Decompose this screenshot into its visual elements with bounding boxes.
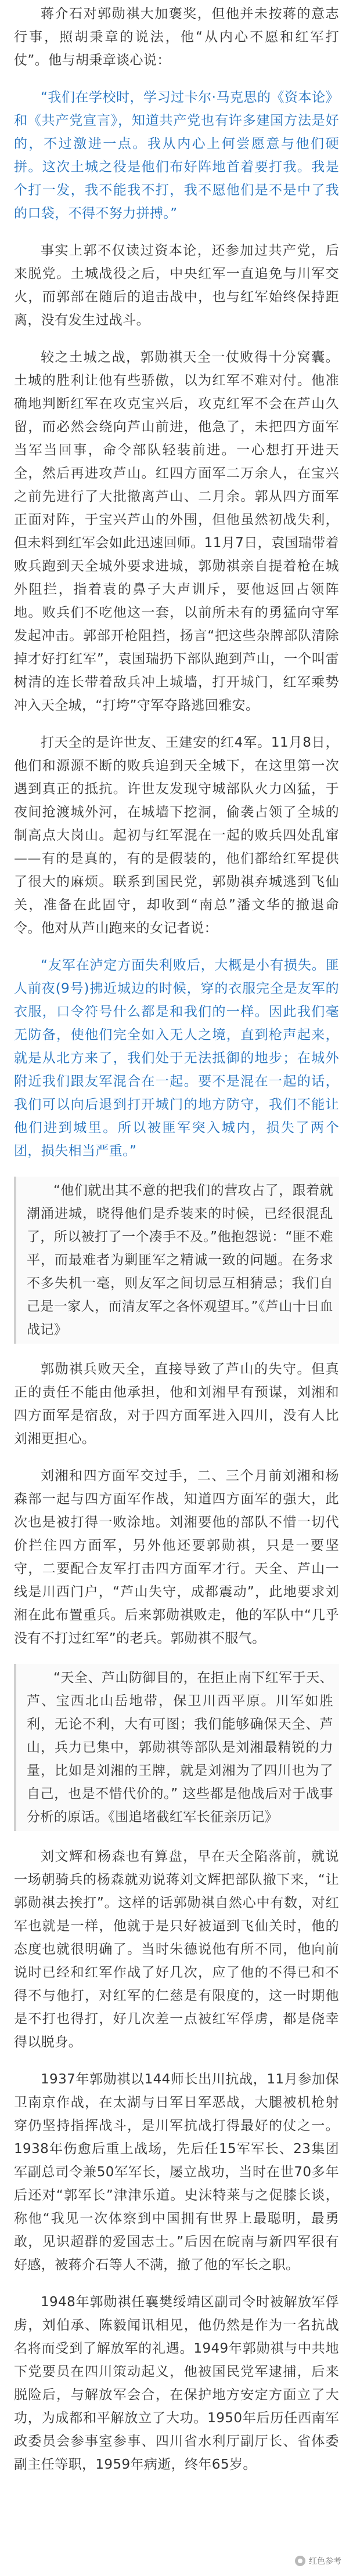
blockquote-lushan bbox=[14, 1177, 339, 1344]
paragraph-3: 事实上郭不仅读过资本论，还参加过共产党，后来脱党。土城战役之后，中央红军一直追免与川军交火，而郭部在随后的追击战中，也与红军始终保持距离，没有发生过战斗。 bbox=[14, 243, 339, 328]
quote-paragraph-guo-talk: “我们在学校时，学习过卡尔·马克思的《资本论》和《共产党宣言》，知道共产党也有许多建国方法是好的，不过激进一点。我从内心上何尝愿意与他们硬拼。这次土城之役是他们布好阵地首着要打我。我是个打一发，我不能我不打，我不愿他们是不是中了我的口袋，不得不努力拼搏。” bbox=[14, 90, 339, 221]
paragraph-5: 打天全的是许世友、王建安的红4军。11月8日，他们和源源不断的败兵追到天全城下，在这里第一次遇到真正的抵抗。许世友发现守城部队火力凶猛，于夜间抢渡城外河，在城墙下挖洞，偷袭占领了全城的制高点大岗山。起初与红军混在一起的败兵四处乱窜——有的是真的，有的是假装的，他们都给红军提供了很大的麻烦。联系到国民党，郭勋祺弃城逃到飞仙关，准备在此固守，却收到“南总”潘文华的撤退命令。他对从芦山跑来的女记者说： bbox=[14, 735, 339, 936]
paragraph-4: 较之土城之战，郭勋祺天全一仗败得十分窝囊。土城的胜利让他有些骄傲，以为红军不难对付。他准确地判断红军在攻克宝兴后，攻克红军不会在芦山久留，而必然会绕向芦山前进，他急了，未把四方面军当军当回事，命令部队轻装前进。一心想打开进天全，然后再进攻芦山。红四方面军二万余人，在宝兴之前先进行了大批撤离芦山、二月余。郭从四方面军正面对阵，于宝兴芦山的外围，但他虽然初战失利，但未料到红军会如此迅速回师。11月7日，袁国瑞带着败兵跑到天全城外要求进城，郭勋祺亲自提着枪在城外阻拦，指着袁的鼻子大声训斥，要他返回占领阵地。败兵们不吃他这一套，以前所未有的勇猛向守军发起冲击。郭部开枪阻挡，扬言“把这些杂牌部队清除掉才好打红军”，袁国瑞扔下部队跑到芦山，一个叫雷树清的连长带着敌兵冲上城墙，打开城门，红军乘势冲入天全城，“打垮”守军夺路逃回雅安。 bbox=[14, 350, 339, 713]
paragraph-12: 1937年郭勋祺以144师长出川抗战，11月参加保卫南京作战，在太湖与日军日军恶战，大腿被机枪射穿仍坚持指挥战斗，是川军抗战打得最好的仗之一。1938年伤愈后重上战场，先后任15军军长、23集团军副总司令兼50军军长，屡立战功，当时在世70多年后还对“郭军长”津津乐道。史沫特莱与之促膝长谈，称他“我见一次体察到中国拥有世界上最聪明，最勇敢，见识超群的爱国志士。”后因在皖南与新四军很有好感，被蒋介石等人不满，撤了他的军长之职。 bbox=[14, 2072, 339, 2273]
watermark-text: 红色参考 bbox=[309, 2557, 341, 2566]
blockquote-defense-source: 《围追堵截红军长征亲历记》 bbox=[108, 1810, 279, 1825]
paragraph-1: 蒋介石对郭勋祺大加褒奖，但他并未按蒋的意志行事，照胡秉章的说法，他“从内心不愿和红军打仗”。他与胡秉章谈心说： bbox=[14, 6, 339, 68]
watermark-logo-icon bbox=[295, 2556, 305, 2566]
blockquote-lushan-source: 《芦山十日血战记》 bbox=[27, 1299, 333, 1337]
paragraph-11: 刘文辉和杨森也有算盘，早在天全陷落前，就说一场朝骑兵的杨森就劝说蒋刘文辉把部队撤下来，“让郭勋祺去挨打”。这样的话郭勋祺自然心中有数，对红军也就是一样，他就于是只好被逼到飞仙关时，他的态度也就很明确了。当时朱德说他有所不同，他向前说时已经和红军作战了好几次，应了他的不得已和不得不与他打，对红军的仁慈是有限度的，这一时期他是不打也得打，好几次差一点被红军俘虏，都是侥幸得以脱身。 bbox=[14, 1849, 339, 2050]
blockquote-defense bbox=[14, 1664, 339, 1831]
blockquote-defense-text: “天全、芦山防御目的，在拒止南下红军于天、芦、宝西北山岳地带，保卫川西平原。川军如胜利，无论不利，大有可图；我们能够确保天全、芦山，兵力已集中，郭勋祺等部队是刘湘最精锐的力量，比如是刘湘的王牌，就是刘湘为了四川也为了自己，也是不惜代价的。” 这些都是他战后对于战事分析的原话。 bbox=[27, 1670, 333, 1825]
quote-paragraph-reporter: “友军在泸定方面失利败后，大概是小有损失。匪人前夜(9号)拂近城边的时候，穿的衣服完全是友军的衣服，口令符号什么都是和我们的一样。因此我们毫无防备，使他们完全如入无人之境，直到枪声起来，就是从北方来了，我们处于无法抵御的地步；在城外附近我们跟友军混合在一起。要不是混在一起的话，我们可以向后退到打开城门的地方防守，我们不能让他们进到城里。所以被匪军突入城内，损失了两个团，损失相当严重。” bbox=[14, 958, 339, 1159]
paragraph-8: 郭勋祺兵败天全，直接导致了芦山的失守。但真正的责任不能由他承担，他和刘湘早有预谋，刘湘和四方面军是宿敌，对于四方面军进入四川，没有人比刘湘更担心。 bbox=[14, 1362, 339, 1446]
paragraph-13: 1948年郭勋祺任襄樊绥靖区副司令时被解放军俘虏，刘伯承、陈毅闻讯相见，他仍然是作为一名抗战名将而受到了解放军的礼遇。1949年郭勋祺与中共地下党要员在四川策动起义，他被国民党军逮捕，后来脱险后，与解放军会合，在保护地方安定方面立了大功，为成都和平解放立了大功。1950年后历任西南军政委员会参事室参事、四川省水利厅副厅长、省体委副主任等职，1959年病逝，终年65岁。 bbox=[14, 2295, 339, 2472]
blockquote-lushan-text: “他们就出其不意的把我们的营攻占了，跟着就潮涌进城，晓得他们是乔装来的时候，已经很混乱了，所以被打了一个凑手不及。”他抱怨说：“匪不难平，而最难者为剿匪军之精诚一致的问题。在务求不多失机一毫，则友军之间切忌互相猜忌；我们自己是一家人，而清友军之各怀观望耳。” bbox=[27, 1183, 333, 1314]
watermark bbox=[293, 2554, 344, 2568]
paragraph-9: 刘湘和四方面军交过手，二、三个月前刘湘和杨森部一起与四方面军作战，知道四方面军的强大，此次也是被打得一败涂地。刘湘要他的部队不惜一切代价拦住四方面军，另外他还要郭勋祺，只是一要坚守，二要配合友军打击四方面军才行。天全、芦山一线是川西门户，“芦山失守，成都震动”，此地要求刘湘在此布置重兵。后来郭勋祺败走，他的军队中“几乎没有不打过红军”的老兵。郭勋祺不服气。 bbox=[14, 1468, 339, 1646]
